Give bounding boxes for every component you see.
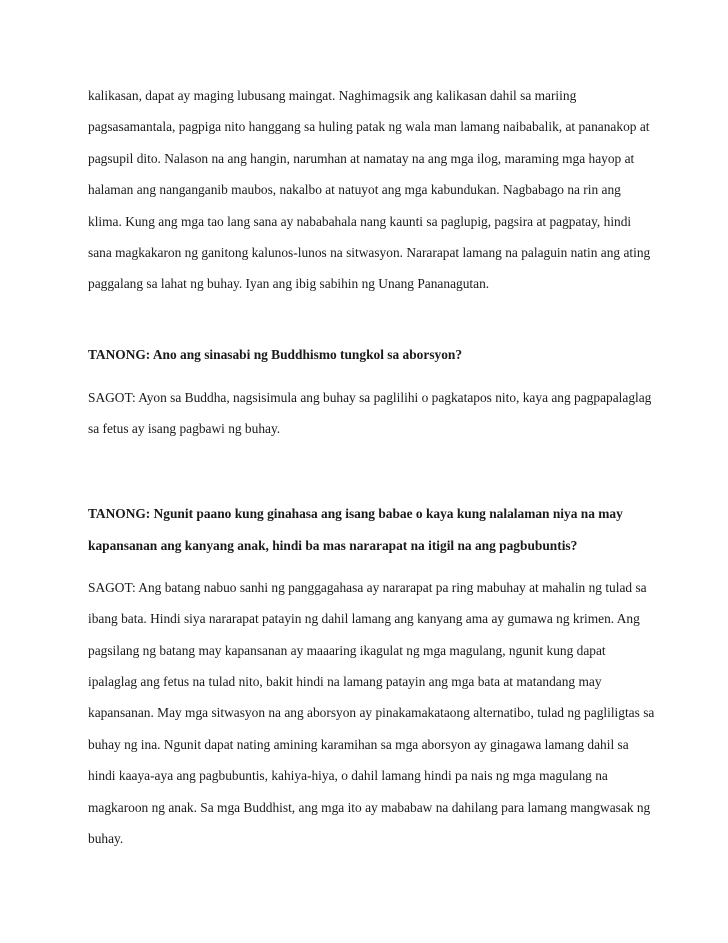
answer-2-line: buhay ng ina. Ngunit dapat nating amining karamihan sa mga aborsyon ay ginagawa lamang dahil sa [88,737,629,752]
question-2-heading: kapansanan ang kanyang anak, hindi ba mas nararapat na itigil na ang pagbubuntis? [88,538,578,553]
answer-2-line: pagsilang ng batang may kapansanan ay maaaring ikagulat ng mga magulang, ngunit kung dapat [88,643,606,658]
intro-paragraph-line: kalikasan, dapat ay maging lubusang maingat. Naghimagsik ang kalikasan dahil sa mariing [88,88,577,103]
answer-2-line: buhay. [88,831,124,846]
answer-2-line: ipalaglag ang fetus na tulad nito, bakit hindi na lamang patayin ang mga bata at matandang may [88,674,602,689]
intro-paragraph-line: pagsasamantala, pagpiga nito hanggang sa huling patak ng wala man lamang naibabalik, at pananakop at [88,119,650,134]
answer-1-line: SAGOT: Ayon sa Buddha, nagsisimula ang buhay sa paglilihi o pagkatapos nito, kaya ang pagpapalaglag [88,390,652,405]
intro-paragraph-line: sana magkakaron ng ganitong kalunos-lunos na sitwasyon. Nararapat lamang na palaguin natin ang ating [88,245,651,260]
intro-paragraph-line: klima. Kung ang mga tao lang sana ay nababahala nang kaunti sa paglupig, pagsira at pagpatay, hindi [88,214,632,229]
answer-2-line: hindi kaaya-aya ang pagbubuntis, kahiya-hiya, o dahil lamang hindi pa nais ng mga magulang na [88,768,608,783]
answer-2-line: ibang bata. Hindi siya nararapat patayin ng dahil lamang ang kanyang ama ay gumawa ng krimen. Ang [88,611,640,626]
answer-1-line: sa fetus ay isang pagbawi ng buhay. [88,421,281,436]
question-2-heading: TANONG: Ngunit paano kung ginahasa ang isang babae o kaya kung nalalaman niya na may [88,506,623,521]
answer-2-line: kapansanan. May mga sitwasyon na ang aborsyon ay pinakamakataong alternatibo, tulad ng pagliligtas sa [88,705,655,720]
answer-2-line: magkaroon ng anak. Sa mga Buddhist, ang mga ito ay mababaw na dahilang para lamang mangwasak ng [88,800,651,815]
intro-paragraph-line: halaman ang nanganganib maubos, nakalbo at natuyot ang mga kabundukan. Nagbabago na rin ang [88,182,621,197]
question-1-heading: TANONG: Ano ang sinasabi ng Buddhismo tungkol sa aborsyon? [88,347,463,362]
intro-paragraph-line: pagsupil dito. Nalason na ang hangin, narumhan at namatay na ang mga ilog, maraming mga hayop at [88,151,635,166]
answer-2-line: SAGOT: Ang batang nabuo sanhi ng panggagahasa ay nararapat pa ring mabuhay at mahalin ng tulad sa [88,580,647,595]
intro-paragraph-line: paggalang sa lahat ng buhay. Iyan ang ibig sabihin ng Unang Pananagutan. [88,276,490,291]
